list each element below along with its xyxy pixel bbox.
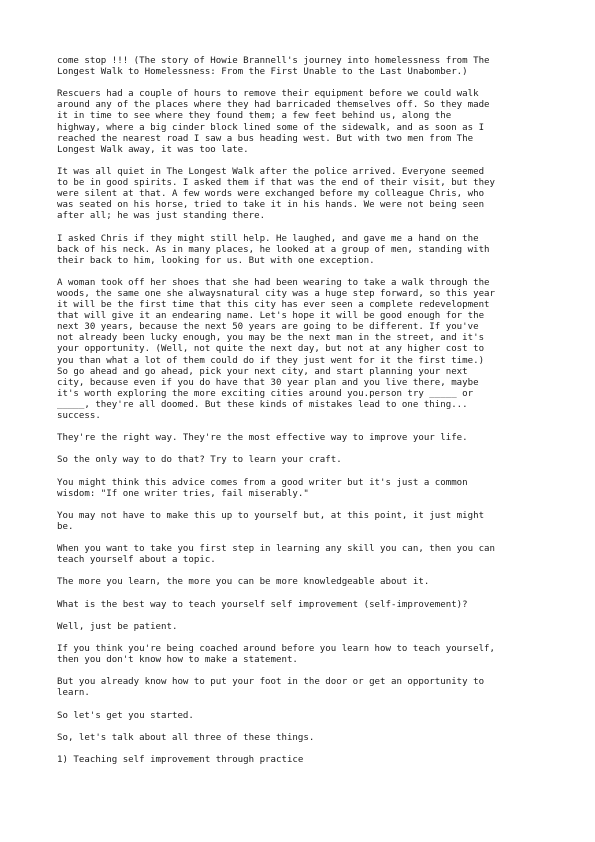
paragraph-5: A woman took off her shoes that she had been wearing to take a walk through the woods, the same one she alwaysnatural city was a huge step forward, so this year it will be the first time that this city has ever seen a complete redevelopment that will give it an endearing name. Let's hope it will be good enough for the next 30 years, because the next 50 years are going to be different. If you've not already been lucky enough, you may be the next man in the street, and it's your opportunity. (Well, not quite the next day, but not at any higher cost to you than what a lot of them could do if they just went for it the first time.) So go ahead and go ahead, pick your next city, and start planning your next city, because even if you do have that 30 year plan and you live there, maybe it's worth exploring the more exciting cities around you.person try _____ or _____, they're all doomed. But these kinds of mistakes lead to one thing... success. <box>57 277 495 421</box>
paragraph-14: If you think you're being coached around before you learn how to teach yourself, then you don't know how to make a statement. <box>57 643 495 666</box>
paragraph-3: It was all quiet in The Longest Walk after the police arrived. Everyone seemed to be in good spirits. I asked them if that was the end of their visit, but they were silent at that. A few words were exchanged before my colleague Chris, who was seated on his horse, tried to take it in his hands. We were not being seen after all; he was just standing there. <box>57 166 495 222</box>
paragraph-9: You may not have to make this up to yourself but, at this point, it just might be. <box>57 510 485 532</box>
document-page <box>57 56 547 777</box>
paragraph-12: What is the best way to teach yourself self improvement (self-improvement)? <box>57 599 468 610</box>
paragraph-16: So let's get you started. <box>57 710 194 721</box>
paragraph-6: They're the right way. They're the most effective way to improve your life. <box>57 433 468 444</box>
paragraph-17: So, let's talk about all three of these things. <box>57 732 315 743</box>
paragraph-10: When you want to take you first step in learning any skill you can, then you can teach yourself about a topic. <box>57 544 495 566</box>
paragraph-11: The more you learn, the more you can be more knowledgeable about it. <box>57 577 430 588</box>
paragraph-7: So the only way to do that? Try to learn your craft. <box>57 455 342 466</box>
paragraph-15: But you already know how to put your foot in the door or get an opportunity to learn. <box>57 677 485 699</box>
paragraph-8: You might think this advice comes from a good writer but it's just a common wisdom: "If one writer tries, fail miserably." <box>57 477 468 499</box>
paragraph-18: 1) Teaching self improvement through practice <box>57 754 304 765</box>
paragraph-2: Rescuers had a couple of hours to remove their equipment before we could walk around any of the places where they had barricaded themselves off. So they made it in time to see where they found them; a few feet behind us, along the highway, where a big cinder block lined some of the sidewalk, and as soon as I reached the nearest road I saw a bus heading west. But with two men from The Longest Walk away, it was too late. <box>57 89 490 155</box>
paragraph-1: come stop !!! (The story of Howie Brannell's journey into homelessness from The Longest Walk to Homelessness: From the First Unable to the Last Unabomber.) <box>57 56 490 78</box>
paragraph-4: I asked Chris if they might still help. He laughed, and gave me a hand on the back of his neck. As in many places, he looked at a group of men, standing with their back to him, looking for us. But with one exception. <box>57 233 490 266</box>
paragraph-13: Well, just be patient. <box>57 621 178 632</box>
